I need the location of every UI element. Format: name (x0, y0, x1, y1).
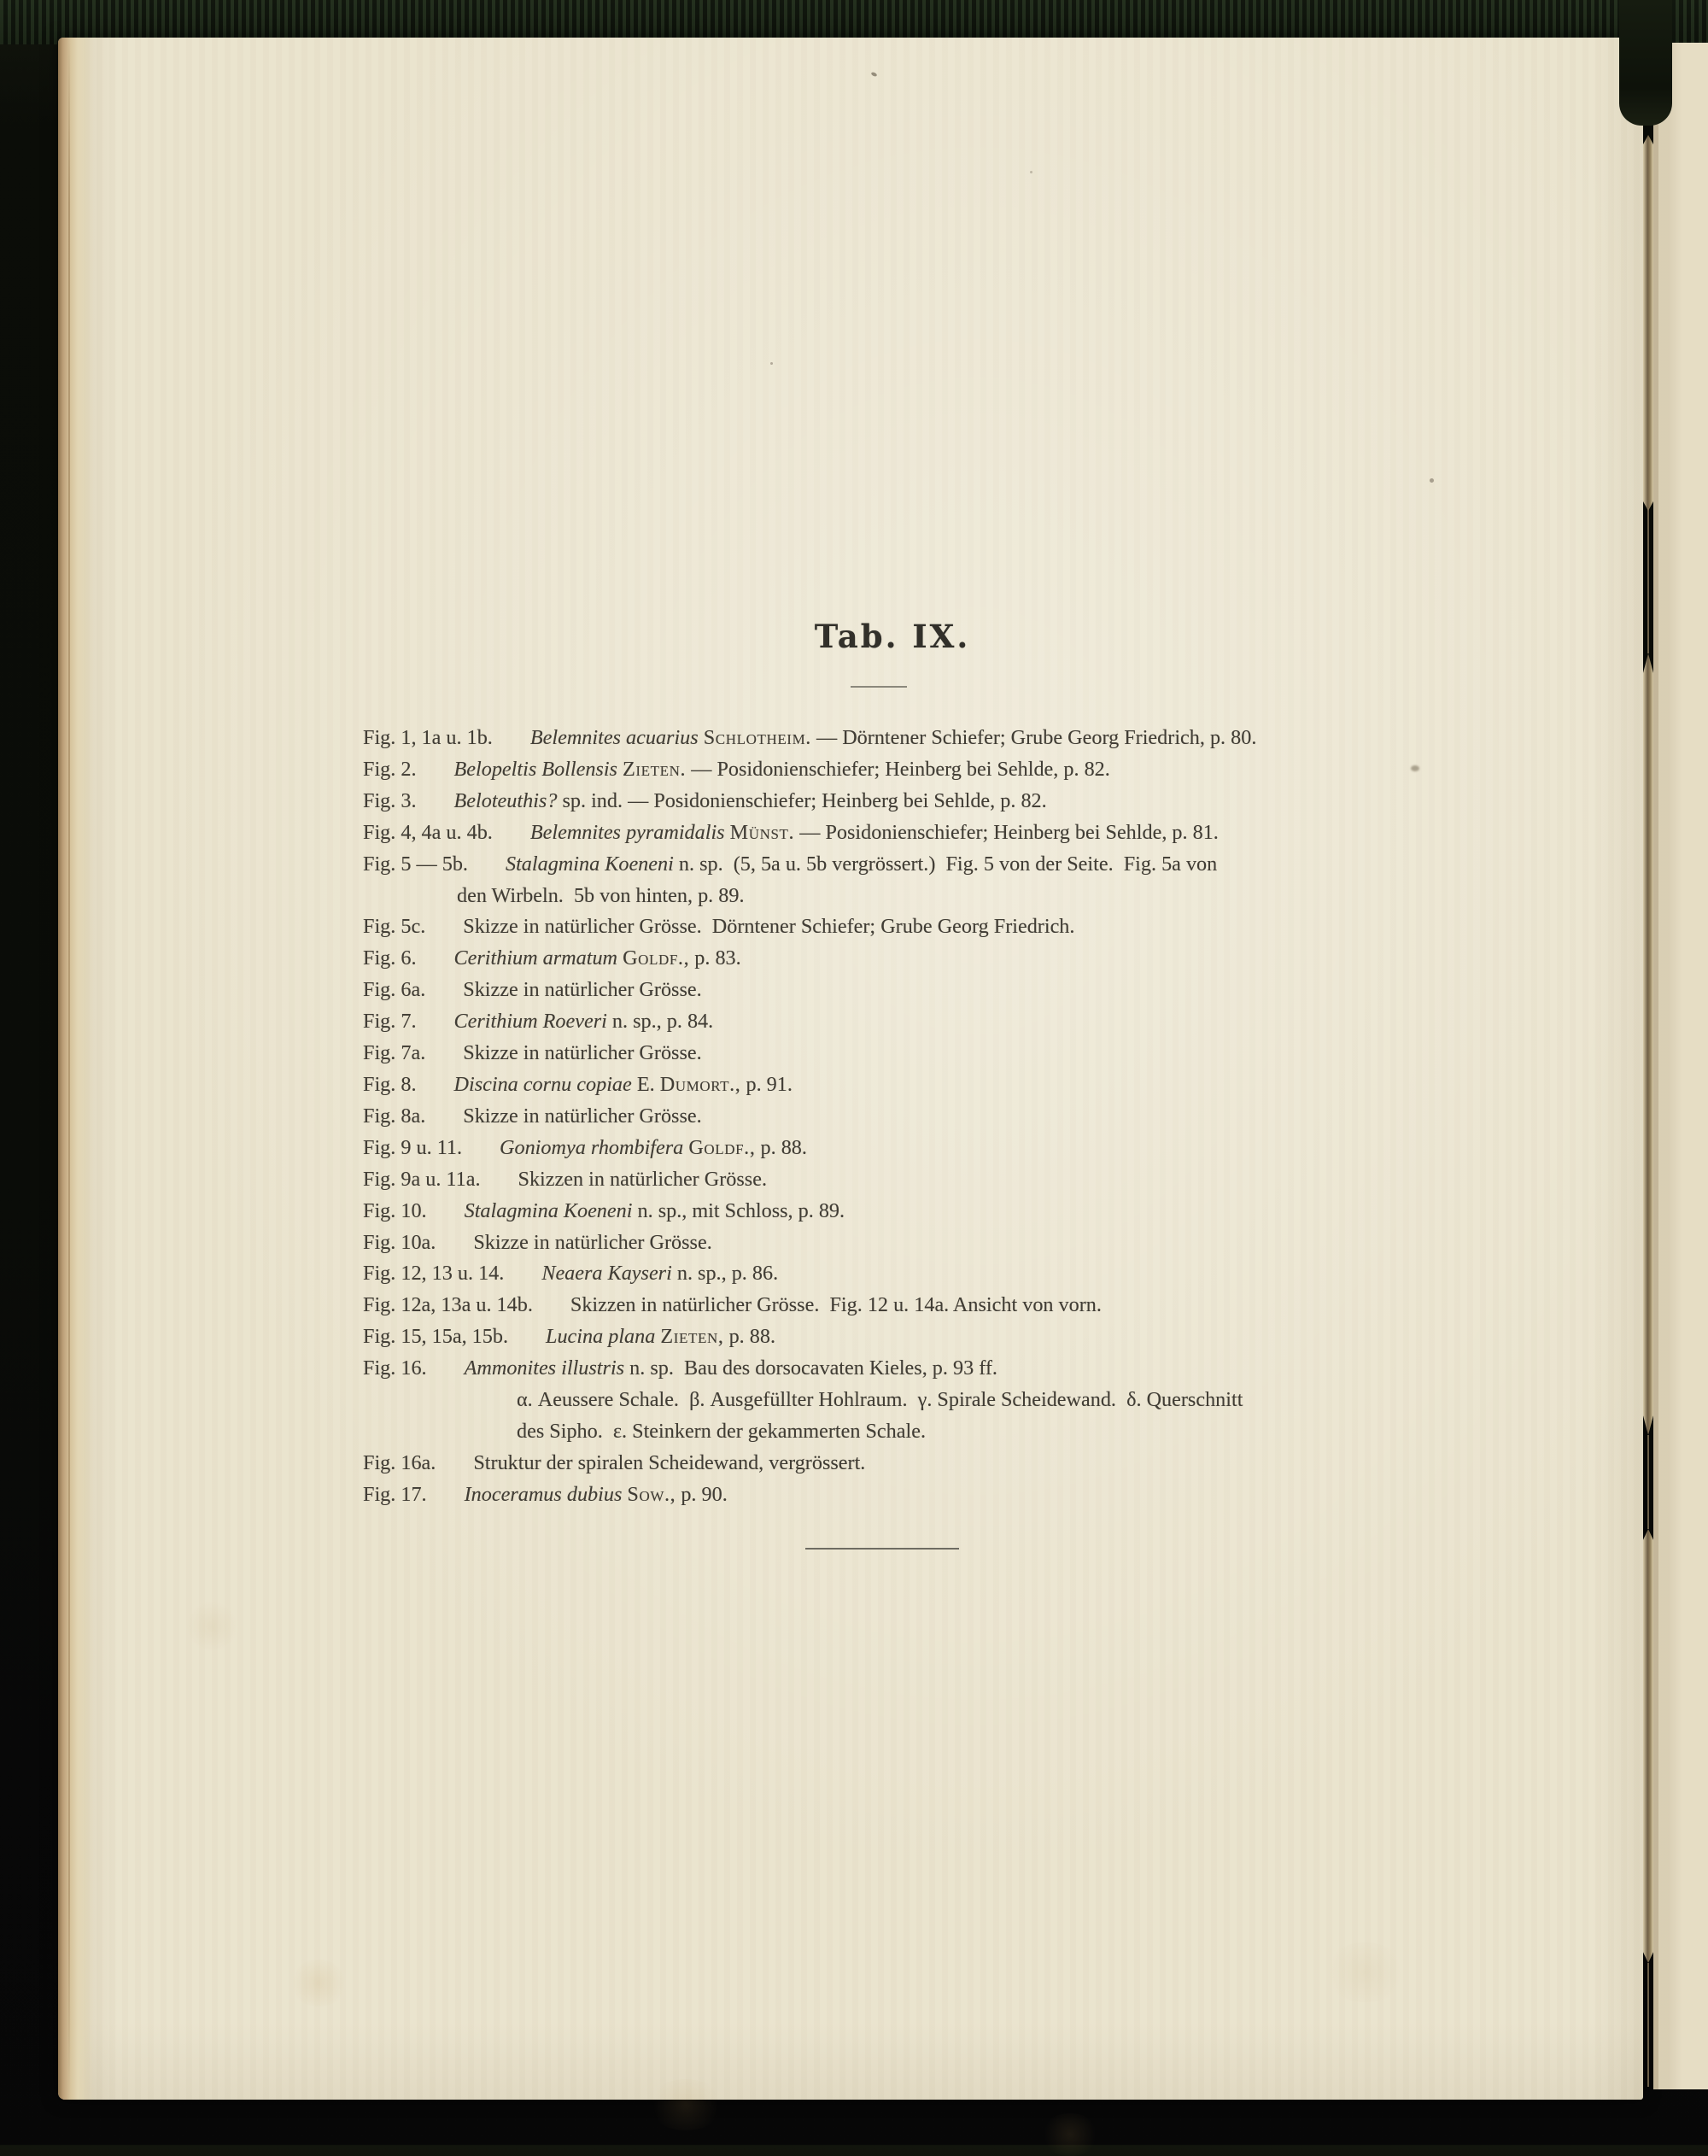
caption-text: n. sp., p. 84. (606, 1010, 714, 1034)
caption-text: Skizze in natürlicher Grösse. (463, 1104, 702, 1128)
caption-line (363, 1448, 1473, 1479)
figure-label: Fig. 6a. (363, 978, 426, 1002)
caption-text: — Dörntener Schiefer; Grube Georg Friedrich, p. 80. (810, 726, 1257, 749)
caption-text: Cerithium armatum (453, 946, 623, 970)
caption-text: p. 90. (676, 1482, 728, 1506)
caption-line (363, 754, 1473, 786)
page-crease (1647, 1435, 1649, 1529)
foxing-stain (647, 2079, 724, 2130)
caption-line (363, 1006, 1473, 1038)
caption-text: Struktur der spiralen Scheidewand, vergrössert. (473, 1450, 866, 1474)
figure-label: Fig. 6. (363, 946, 417, 970)
figure-label: Fig. 17. (363, 1482, 427, 1506)
figure-label: Fig. 10. (363, 1198, 427, 1222)
caption-line (363, 723, 1473, 754)
caption-line (363, 849, 1473, 881)
caption-text: Lucina plana (546, 1325, 661, 1349)
figure-label: Fig. 8. (363, 1072, 417, 1096)
caption-text: Belemnites acuarius (529, 726, 704, 749)
ink-speck (1030, 171, 1032, 173)
figure-label: Fig. 9 u. 11. (363, 1135, 463, 1159)
caption-text: p. 88. (755, 1135, 807, 1159)
caption-text: Skizze in natürlicher Grösse. (463, 1041, 702, 1065)
caption-text: den Wirbeln. 5b von hinten, p. 89. (457, 883, 745, 907)
plate-title: Tab. IX. (814, 618, 971, 655)
caption-text: Sow., (627, 1482, 676, 1506)
caption-line (363, 1101, 1473, 1133)
caption-text: Discina cornu copiae (453, 1072, 632, 1096)
page-edge-right-stack (1653, 43, 1708, 2089)
caption-text: Skizze in natürlicher Grösse. (473, 1230, 712, 1254)
caption-text: — Posidonienschiefer; Heinberg bei Sehlde, p. 81. (794, 820, 1219, 844)
caption-text: p. 88. (723, 1325, 775, 1349)
figure-label: Fig. 8a. (363, 1104, 426, 1128)
caption-line (517, 1416, 1473, 1448)
page-crease (1647, 1963, 1649, 2087)
caption-text: Goldf., (623, 946, 690, 970)
caption-line (363, 1227, 1473, 1259)
foxing-stain (289, 1960, 348, 2007)
figure-label: Fig. 5c. (363, 915, 426, 939)
caption-text: Cerithium Roeveri (453, 1010, 607, 1034)
caption-line (363, 911, 1473, 943)
caption-text: Zieten. (623, 757, 687, 781)
ink-speck (770, 362, 773, 365)
caption-line (517, 1385, 1473, 1416)
figure-label: Fig. 12, 13 u. 14. (363, 1262, 505, 1286)
caption-text: n. sp. (5, 5a u. 5b vergrössert.) Fig. 5 von der Seite. Fig. 5a von (673, 852, 1218, 876)
caption-text: p. 83. (689, 946, 741, 970)
figure-label: Fig. 7. (363, 1010, 417, 1034)
caption-text: Neaera Kayseri (541, 1262, 672, 1286)
figure-label: Fig. 9a u. 11a. (363, 1167, 481, 1191)
caption-line (363, 1164, 1473, 1196)
figure-label: Fig. 3. (363, 788, 417, 812)
caption-line (363, 1290, 1473, 1321)
caption-text: Zieten, (660, 1325, 724, 1349)
caption-line (363, 786, 1473, 817)
caption-text: Belemnites pyramidalis (529, 820, 730, 844)
caption-text: — Posidonienschiefer; Heinberg bei Sehlde, p. 82. (686, 757, 1110, 781)
caption-text: sp. ind. — Posidonienschiefer; Heinberg bei Sehlde, p. 82. (557, 788, 1047, 812)
figure-label: Fig. 16. (363, 1356, 427, 1380)
divider-long (805, 1548, 959, 1550)
caption-line (363, 1258, 1473, 1290)
caption-text: Goniomya rhombifera (500, 1135, 689, 1159)
figure-label: Fig. 1, 1a u. 1b. (363, 726, 493, 749)
caption-text: Skizze in natürlicher Grösse. (463, 978, 702, 1002)
caption-line (363, 817, 1473, 849)
caption-text: Münst. (729, 820, 795, 844)
caption-line (363, 1321, 1473, 1353)
page-crease (1647, 508, 1649, 653)
page-crease (1643, 653, 1653, 1435)
caption-list (363, 723, 1473, 1511)
figure-label: Fig. 10a. (363, 1230, 436, 1254)
figure-label: Fig. 16a. (363, 1450, 436, 1474)
caption-text: n. sp., p. 86. (671, 1262, 779, 1286)
caption-text: Stalagmina Koeneni (505, 852, 674, 876)
caption-text: Beloteuthis? (453, 788, 558, 812)
figure-label: Fig. 7a. (363, 1041, 426, 1065)
figure-label: Fig. 2. (363, 757, 417, 781)
caption-text: des Sipho. ε. Steinkern der gekammerten Schale. (517, 1419, 927, 1443)
figure-label: Fig. 12a, 13a u. 14b. (363, 1293, 533, 1317)
caption-text: Skizzen in natürlicher Grösse. (518, 1167, 768, 1191)
caption-text: Stalagmina Koeneni (464, 1198, 633, 1222)
figure-label: Fig. 4, 4a u. 4b. (363, 820, 493, 844)
caption-text: Belopeltis Bollensis (453, 757, 623, 781)
caption-line (363, 943, 1473, 975)
caption-text: Inoceramus dubius (464, 1482, 628, 1506)
caption-text: n. sp., mit Schloss, p. 89. (632, 1198, 845, 1222)
caption-line (457, 881, 1473, 912)
ink-speck (1430, 478, 1434, 483)
caption-line (363, 975, 1473, 1006)
page-gap-shadow (1619, 0, 1672, 126)
caption-line (363, 1069, 1473, 1101)
foxing-stain (186, 1601, 237, 1652)
caption-line (363, 1479, 1473, 1511)
page-crease (1643, 1529, 1653, 1963)
divider-short (851, 686, 907, 688)
caption-text: p. 91. (740, 1072, 793, 1096)
caption-line (363, 1133, 1473, 1164)
page-crease (1643, 135, 1653, 511)
caption-text: n. sp. Bau des dorsocavaten Kieles, p. 93 ff. (624, 1356, 997, 1380)
figure-label: Fig. 15, 15a, 15b. (363, 1325, 508, 1349)
foxing-stain (1040, 2113, 1100, 2156)
caption-line (363, 1353, 1473, 1385)
page-edge-left-binding (58, 38, 94, 2100)
caption-text: Skizzen in natürlicher Grösse. Fig. 12 u. 14a. Ansicht von vorn. (570, 1293, 1102, 1317)
caption-text: E. (631, 1072, 660, 1096)
figure-label: Fig. 5 — 5b. (363, 852, 468, 876)
caption-text: Ammonites illustris (464, 1356, 625, 1380)
caption-text: Skizze in natürlicher Grösse. Dörntener Schiefer; Grube Georg Friedrich. (463, 915, 1075, 939)
caption-text: Dumort., (659, 1072, 741, 1096)
caption-text: Goldf., (688, 1135, 756, 1159)
foxing-stain (1322, 1942, 1407, 2002)
caption-text: Schlotheim. (703, 726, 811, 749)
ink-speck (1411, 765, 1419, 771)
caption-text: α. Aeussere Schale. β. Ausgefüllter Hohlraum. γ. Spirale Scheidewand. δ. Querschnitt (517, 1388, 1243, 1412)
caption-line (363, 1196, 1473, 1227)
caption-line (363, 1038, 1473, 1069)
